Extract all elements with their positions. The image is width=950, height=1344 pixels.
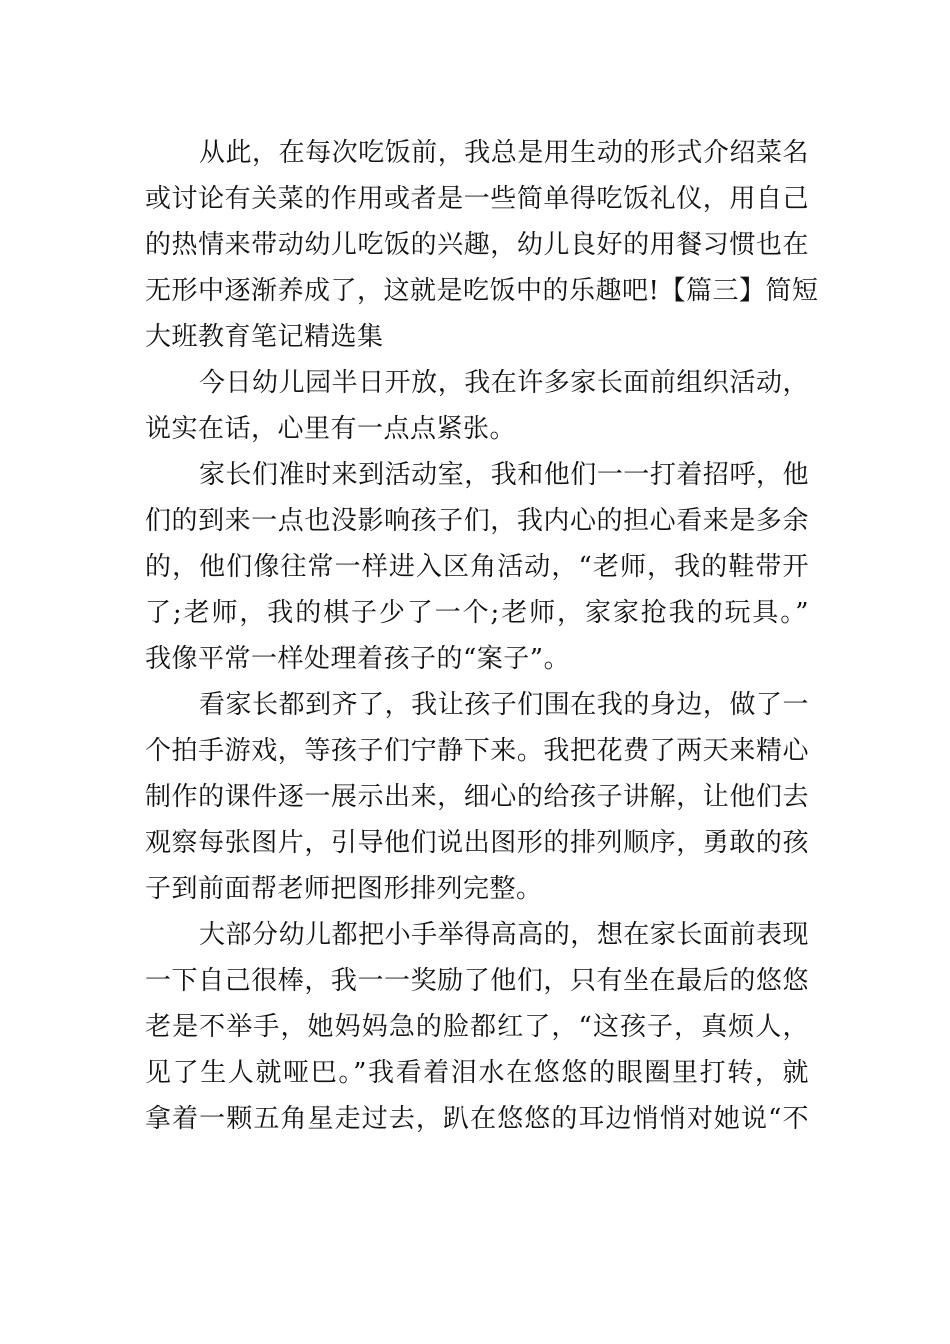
text-line: 们的到来一点也没影响孩子们，我内心的担心看来是多余	[145, 506, 809, 536]
text-line: 老是不举手，她妈妈急的脸都红了，“这孩子，真烦人，	[145, 1012, 809, 1042]
paragraph-1	[145, 130, 819, 360]
text-line: 说实在话，心里有一点点紧张。	[145, 414, 517, 444]
text-line: 了;老师，我的棋子少了一个;老师，家家抢我的玩具。”	[145, 598, 809, 628]
text-line: 我像平常一样处理着孩子的“案子”。	[145, 644, 571, 674]
paragraph-2	[145, 360, 809, 452]
text-line: 无形中逐渐养成了，这就是吃饭中的乐趣吧!【篇三】简短	[145, 276, 819, 306]
text-line: 拿着一颗五角星走过去，趴在悠悠的耳边悄悄对她说“不	[145, 1104, 809, 1134]
text-line: 子到前面帮老师把图形排列完整。	[145, 874, 543, 904]
text-line: 大班教育笔记精选集	[145, 322, 384, 352]
paragraph-3	[145, 452, 809, 682]
text-line: 观察每张图片，引导他们说出图形的排列顺序，勇敢的孩	[145, 828, 809, 858]
text-line: 家长们准时来到活动室，我和他们一一打着招呼，他	[199, 460, 809, 490]
paragraph-4	[145, 682, 809, 912]
body-text	[145, 130, 819, 1142]
text-line: 的，他们像往常一样进入区角活动，“老师，我的鞋带开	[145, 552, 809, 582]
paragraph-5	[145, 912, 809, 1142]
text-line: 从此，在每次吃饭前，我总是用生动的形式介绍菜名	[199, 138, 809, 168]
text-line: 看家长都到齐了，我让孩子们围在我的身边，做了一	[199, 690, 809, 720]
text-line: 个拍手游戏，等孩子们宁静下来。我把花费了两天来精心	[145, 736, 809, 766]
text-line: 制作的课件逐一展示出来，细心的给孩子讲解，让他们去	[145, 782, 809, 812]
text-line: 一下自己很棒，我一一奖励了他们，只有坐在最后的悠悠	[145, 966, 809, 996]
text-line: 见了生人就哑巴。”我看着泪水在悠悠的眼圈里打转，就	[145, 1058, 809, 1088]
text-line: 今日幼儿园半日开放，我在许多家长面前组织活动，	[199, 368, 809, 398]
text-line: 或讨论有关菜的作用或者是一些简单得吃饭礼仪，用自己	[145, 184, 809, 214]
text-line: 大部分幼儿都把小手举得高高的，想在家长面前表现	[199, 920, 809, 950]
text-line: 的热情来带动幼儿吃饭的兴趣，幼儿良好的用餐习惯也在	[145, 230, 809, 260]
